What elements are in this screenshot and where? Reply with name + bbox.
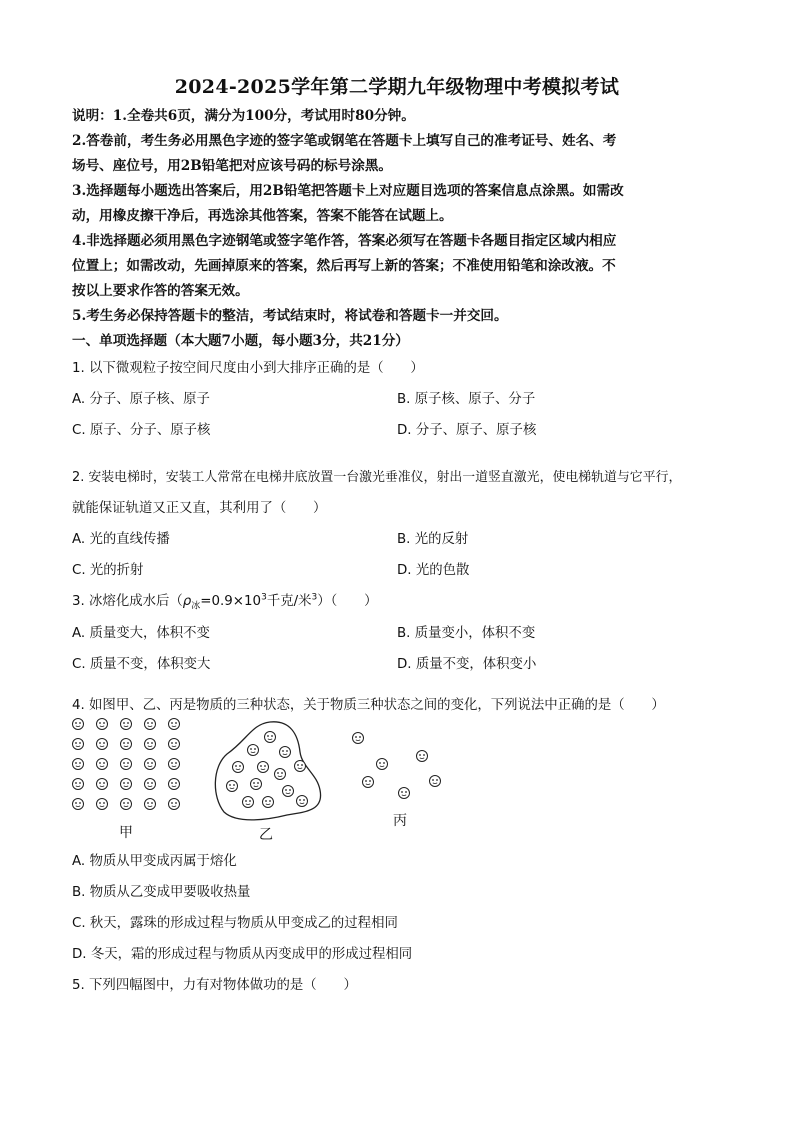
instruction-line-8: 按以上要求作答的答案无效。 (72, 283, 249, 299)
section-heading: 一、单项选择题（本大题7小题，每小题3分，共21分） (72, 333, 409, 349)
density-subscript: 冰 (191, 601, 201, 612)
question-1-stem: 1. 以下微观粒子按空间尺度由小到大排序正确的是（ ） (72, 361, 424, 376)
question-1-option-c[interactable]: C. 原子、分子、原子核 (72, 423, 211, 438)
exam-title: 2024-2025学年第二学期九年级物理中考模拟考试 (174, 76, 620, 98)
question-3-stem-suffix: ）（ ） (317, 594, 378, 609)
question-5-stem: 5. 下列四幅图中，力有对物体做功的是（ ） (72, 978, 357, 993)
question-3-stem-prefix: 3. 冰熔化成水后（ (72, 594, 183, 609)
question-4-option-d[interactable]: D. 冬天，霜的形成过程与物质从丙变成甲的形成过程相同 (72, 947, 413, 962)
question-3-option-a[interactable]: A. 质量变大，体积不变 (72, 626, 210, 641)
density-unit: 千克/米 (266, 594, 312, 609)
instruction-line-3: 场号、座位号，用2B铅笔把对应该号码的标号涂黑。 (72, 158, 393, 174)
figure-label-bing: 丙 (393, 813, 407, 829)
question-2-stem-line-1: 2. 安装电梯时，安装工人常常在电梯井底放置一台激光垂准仪，射出一道竖直激光，使电梯轨道与它平行， (72, 470, 682, 485)
figure-label-yi: 乙 (259, 827, 273, 843)
solid-state-molecules (73, 719, 180, 810)
instruction-line-4: 3.选择题每小题选出答案后，用2B铅笔把答题卡上对应题目选项的答案信息点涂黑。如需改 (72, 183, 624, 199)
instruction-line-6: 4.非选择题必须用黑色字迹钢笔或签字笔作答，答案必须写在答题卡各题目指定区域内相应 (72, 233, 617, 249)
question-1-option-a[interactable]: A. 分子、原子核、原子 (72, 392, 210, 407)
instruction-line-1: 说明：1.全卷共6页，满分为100分，考试用时80分钟。 (72, 108, 415, 124)
question-2-option-b[interactable]: B. 光的反射 (397, 532, 469, 547)
question-2-option-d[interactable]: D. 光的色散 (397, 563, 470, 578)
question-2-option-c[interactable]: C. 光的折射 (72, 563, 144, 578)
instruction-line-7: 位置上；如需改动，先画掉原来的答案，然后再写上新的答案；不准使用铅笔和涂改液。不 (72, 258, 616, 274)
instruction-line-5: 动，用橡皮擦干净后，再选涂其他答案，答案不能答在试题上。 (72, 208, 453, 224)
question-3-stem (72, 590, 378, 612)
question-3-option-c[interactable]: C. 质量不变，体积变大 (72, 657, 211, 672)
density-symbol: ρ (182, 594, 192, 609)
question-4-option-c[interactable]: C. 秋天，露珠的形成过程与物质从甲变成乙的过程相同 (72, 916, 398, 931)
density-value: =0.9×10 (200, 594, 262, 609)
question-2-option-a[interactable]: A. 光的直线传播 (72, 532, 170, 547)
question-4-stem: 4. 如图甲、乙、丙是物质的三种状态，关于物质三种状态之间的变化，下列说法中正确的是（ ） (72, 698, 665, 713)
question-2-stem-line-2: 就能保证轨道又正又直，其利用了（ ） (72, 501, 327, 516)
unit-exponent: 3 (311, 592, 318, 603)
liquid-state-molecules (215, 722, 320, 820)
instruction-line-9: 5.考生务必保持答题卡的整洁，考试结束时，将试卷和答题卡一并交回。 (72, 308, 508, 324)
question-3-option-d[interactable]: D. 质量不变，体积变小 (397, 657, 537, 672)
question-3-option-b[interactable]: B. 质量变小，体积不变 (397, 626, 536, 641)
question-1-option-b[interactable]: B. 原子核、原子、分子 (397, 392, 536, 407)
question-4-option-a[interactable]: A. 物质从甲变成丙属于熔化 (72, 854, 237, 869)
gas-state-molecules (353, 733, 441, 799)
instruction-line-2: 2.答卷前，考生务必用黑色字迹的签字笔或钢笔在答题卡上填写自己的准考证号、姓名、考 (72, 133, 617, 149)
question-4-option-b[interactable]: B. 物质从乙变成甲要吸收热量 (72, 885, 251, 900)
figure-label-jia: 甲 (119, 825, 133, 841)
question-1-option-d[interactable]: D. 分子、原子、原子核 (397, 423, 537, 438)
exponent: 3 (261, 592, 267, 603)
